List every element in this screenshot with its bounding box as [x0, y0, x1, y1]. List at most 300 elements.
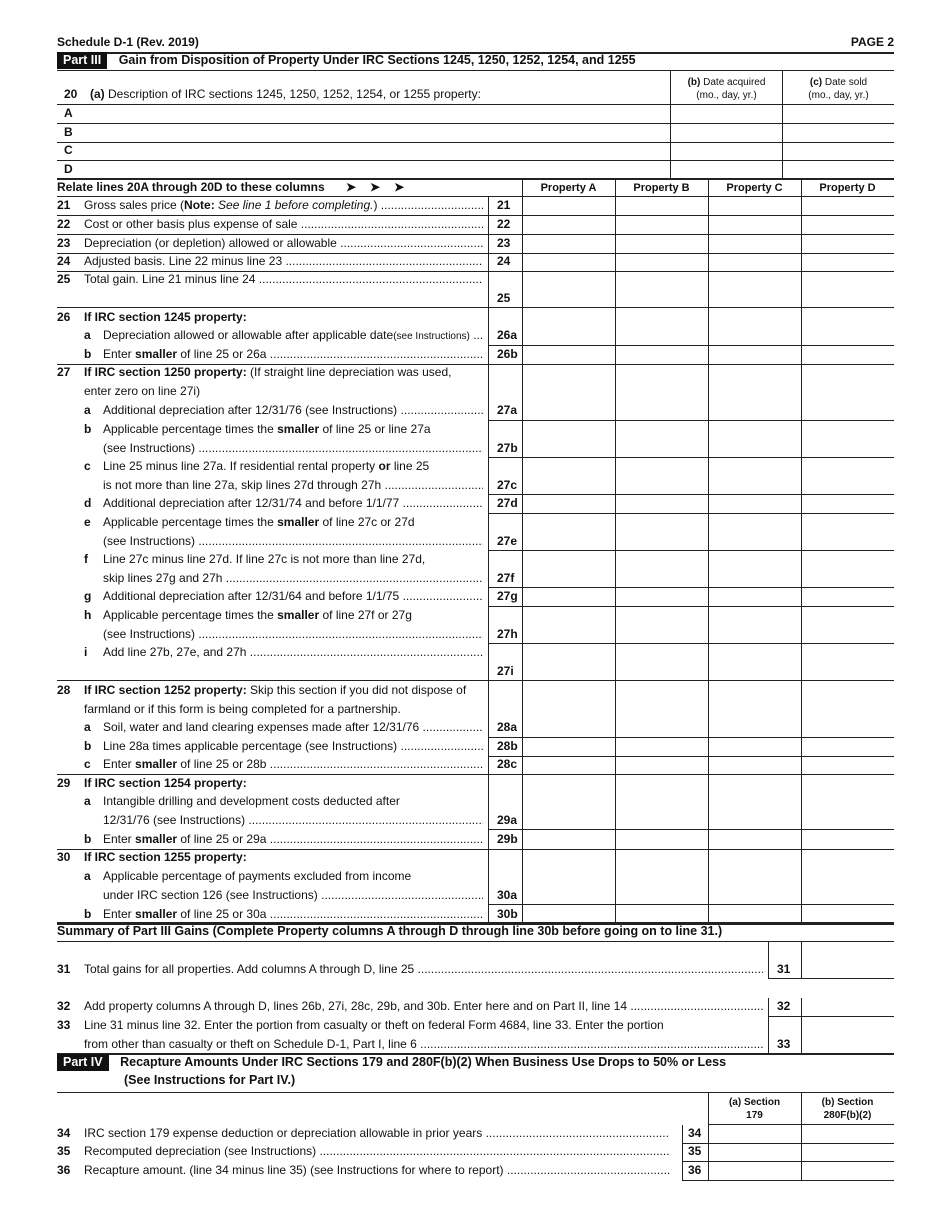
sub-line-letter: b [84, 347, 92, 361]
amount-field-property-b[interactable] [617, 198, 706, 214]
amount-field-property-d[interactable] [803, 254, 892, 270]
amount-field-property-b[interactable] [617, 459, 706, 493]
line-number: 27 [57, 365, 71, 379]
form-name: Schedule D-1 (Rev. 2019) [57, 35, 199, 49]
amount-field-property-c[interactable] [710, 552, 799, 586]
rule [488, 215, 894, 216]
part4-title-1: Recapture Amounts Under IRC Sections 179 and 280F(b)(2) When Business Use Drops to 50% or Less [120, 1055, 727, 1069]
amount-field-property-a[interactable] [524, 739, 613, 755]
amount-field-property-c[interactable] [710, 589, 799, 605]
amount-field-property-a[interactable] [524, 515, 613, 549]
rule [682, 1143, 683, 1161]
sub-line-letter: a [84, 403, 91, 417]
col-c-header [783, 76, 894, 102]
line-label: Intangible drilling and development costs deducted after [103, 794, 400, 808]
line-text [84, 1018, 763, 1032]
line-heading: If IRC section 1252 property: [84, 683, 247, 697]
amount-field-property-c[interactable] [710, 832, 799, 848]
line-heading: If IRC section 1250 property: [84, 365, 247, 379]
line-number: 32 [57, 999, 71, 1013]
rule [801, 1017, 802, 1053]
rule [488, 271, 894, 272]
line-text [84, 962, 763, 976]
amount-field-property-b[interactable] [617, 328, 706, 344]
line-label: Add property columns A through D, lines 26b, 27i, 28c, 29b, and 30b. Enter here and on Part II, line 14 [84, 999, 628, 1013]
line-label-cont: 12/31/76 (see Instructions) [103, 812, 246, 827]
line-box-label: 23 [497, 236, 511, 250]
property-column-a: Property A [540, 182, 597, 194]
line-label-cont: from other than casualty or theft on Schedule D-1, Part I, line 6 [84, 1036, 417, 1051]
amount-field-property-c[interactable] [710, 515, 799, 549]
rule [801, 197, 802, 922]
amount-field-property-d[interactable] [803, 459, 892, 493]
rule [488, 756, 894, 757]
line-box-label: 21 [497, 198, 511, 212]
rule [488, 904, 894, 905]
part4-amount-field-a[interactable] [710, 1144, 799, 1159]
rule [682, 1162, 683, 1180]
amount-field-property-b[interactable] [617, 496, 706, 512]
line-label: Line 27c minus line 27d. If line 27c is not more than line 27d, [103, 552, 426, 566]
line-text [84, 254, 483, 268]
amount-field-property-b[interactable] [617, 645, 706, 679]
amount-field-property-c[interactable] [710, 496, 799, 512]
line-20-a [90, 87, 481, 101]
line-label: Additional depreciation after 12/31/74 and before 1/1/77 [103, 496, 400, 510]
line-text [103, 403, 483, 417]
amount-field-property-a[interactable] [524, 254, 613, 270]
amount-field-property-b[interactable] [617, 254, 706, 270]
rule [708, 1093, 709, 1181]
amount-field-property-b[interactable] [617, 869, 706, 903]
rule [708, 1124, 894, 1125]
line-text [103, 589, 483, 603]
rule [768, 978, 894, 979]
amount-field-property-b[interactable] [617, 907, 706, 923]
line-heading: If IRC section 1255 property: [84, 850, 247, 864]
col-c-sub: (mo., day, yr.) [808, 90, 869, 101]
line-number: 26 [57, 310, 71, 324]
amount-field-property-a[interactable] [524, 794, 613, 828]
line-text [103, 739, 483, 753]
rule [682, 1161, 894, 1162]
line-text [84, 1163, 670, 1177]
line-label: Soil, water and land clearing expenses made after 12/31/76 [103, 720, 420, 734]
amount-field-property-c[interactable] [710, 608, 799, 642]
line-box-label: 27d [497, 496, 518, 510]
amount-field-property-c[interactable] [710, 907, 799, 923]
line-label: Additional depreciation after 12/31/64 and before 1/1/75 [103, 589, 400, 603]
line-label: Enter [103, 832, 136, 846]
part4-amount-field-a[interactable] [710, 1126, 799, 1141]
sub-line-letter: g [84, 589, 92, 603]
rule [801, 942, 802, 978]
amount-field-property-c[interactable] [710, 347, 799, 363]
amount-field-property-c[interactable] [710, 422, 799, 456]
amount-field-property-a[interactable] [524, 832, 613, 848]
amount-field-property-b[interactable] [617, 832, 706, 848]
amount-field-property-b[interactable] [617, 794, 706, 828]
amount-field-property-b[interactable] [617, 589, 706, 605]
amount-field-property-d[interactable] [803, 496, 892, 512]
part4-title-2: (See Instructions for Part IV.) [124, 1073, 296, 1087]
property-letter-d: D [64, 161, 73, 176]
part4-col-b-header [801, 1096, 894, 1122]
line-text [103, 422, 483, 436]
rule [488, 253, 894, 254]
line-text [103, 794, 483, 808]
sub-line-letter: b [84, 739, 92, 753]
part4-col-a-1: (a) Section [728, 1097, 781, 1108]
part4-tag: Part IV [57, 1054, 109, 1071]
line-box-label: 26a [497, 328, 518, 342]
line-box-label: 35 [688, 1144, 702, 1158]
rule [488, 643, 894, 644]
line-label: Gross sales price ( [84, 198, 185, 212]
property-column-c: Property C [726, 182, 783, 194]
line-box-label: 36 [688, 1163, 702, 1177]
line-label: Line 31 minus line 32. Enter the portion from casualty or theft on federal Form 4684, line 33. Enter the portion [84, 1018, 664, 1032]
line-box-label: 29a [497, 812, 518, 827]
rule [488, 307, 894, 308]
line-box-label: 27b [497, 440, 518, 455]
line-number: 31 [57, 962, 71, 976]
line-label: Additional depreciation after 12/31/76 (see Instructions) [103, 403, 398, 417]
rule [522, 197, 523, 922]
rule [801, 998, 802, 1016]
rule [488, 587, 894, 588]
amount-field-property-c[interactable] [710, 794, 799, 828]
line-label: Add line 27b, 27e, and 27h [103, 645, 247, 659]
amount-field-property-c[interactable] [710, 459, 799, 493]
rule [488, 737, 894, 738]
sub-line-letter: b [84, 832, 92, 846]
amount-field-property-c[interactable] [710, 198, 799, 214]
rule [488, 197, 489, 922]
line-text [103, 907, 483, 921]
line-tail: of line 25 or line 27a [319, 422, 431, 436]
amount-field-property-d[interactable] [803, 515, 892, 549]
property-description-input[interactable] [80, 105, 668, 122]
line-heading: If IRC section 1245 property: [84, 310, 247, 324]
line-text [103, 496, 483, 510]
rule [801, 1093, 802, 1181]
summary-title: Summary of Part III Gains (Complete Property columns A through D through line 30b before going on to line 31.) [57, 924, 723, 938]
amount-field-property-b[interactable] [617, 552, 706, 586]
amount-field-property-a[interactable] [524, 869, 613, 903]
part3-title-row [57, 53, 636, 67]
line-20-a-label: (a) [90, 87, 105, 101]
rule [57, 364, 488, 365]
amount-field-property-c[interactable] [710, 720, 799, 736]
amount-field-property-a[interactable] [524, 422, 613, 456]
line-20-num: 20 [64, 87, 78, 101]
line-box-label: 27f [497, 570, 515, 585]
line-text [84, 776, 483, 790]
rule [488, 420, 894, 421]
amount-field-property-d[interactable] [803, 757, 892, 773]
amount-field-property-c[interactable] [710, 739, 799, 755]
amount-field-property-a[interactable] [524, 757, 613, 773]
line-text [84, 365, 483, 379]
amount-field-property-a[interactable] [524, 272, 613, 306]
line-text-cont [103, 813, 483, 827]
amount-field-property-a[interactable] [524, 645, 613, 679]
amount-field-property-b[interactable] [617, 272, 706, 306]
part4-amount-field-b[interactable] [803, 1163, 892, 1178]
line-label-cont: (see Instructions) [103, 626, 196, 641]
line-text [84, 217, 483, 231]
line-text [84, 683, 483, 697]
col-b-text: Date acquired [703, 77, 766, 88]
property-column-d: Property D [819, 182, 876, 194]
line-label-cont: is not more than line 27a, skip lines 27d through 27h [103, 477, 382, 492]
amount-field-property-c[interactable] [710, 757, 799, 773]
line-tail: of line 25 or 30a [177, 907, 267, 921]
amount-field-property-d[interactable] [803, 739, 892, 755]
amount-field-property-d[interactable] [803, 328, 892, 344]
sub-line-letter: b [84, 907, 92, 921]
amount-field-property-d[interactable] [803, 645, 892, 679]
line-number: 21 [57, 198, 71, 212]
line-text [103, 515, 483, 529]
amount-field-property-b[interactable] [617, 720, 706, 736]
rule [615, 197, 616, 922]
sub-line-letter: a [84, 328, 91, 342]
line-label: Recapture amount. (line 34 minus line 35) (see Instructions for where to report) [84, 1163, 504, 1177]
amount-field-property-a[interactable] [524, 198, 613, 214]
line-note: (see Instructions) [393, 331, 470, 342]
sub-line-letter: f [84, 552, 88, 566]
amount-field-property-a[interactable] [524, 459, 613, 493]
amount-field-property-d[interactable] [803, 907, 892, 923]
property-letter-c: C [64, 143, 73, 157]
amount-field-property-b[interactable] [617, 608, 706, 642]
date-sold-input[interactable] [784, 105, 892, 122]
amount-field-property-b[interactable] [617, 757, 706, 773]
line-label-cont: under IRC section 126 (see Instructions) [103, 887, 318, 902]
amount-field-property-a[interactable] [524, 589, 613, 605]
amount-field-property-a[interactable] [524, 217, 613, 233]
col-b-sub: (mo., day, yr.) [696, 90, 757, 101]
amount-field-property-d[interactable] [803, 403, 892, 419]
amount-field-property-d[interactable] [803, 720, 892, 736]
summary-amount-field[interactable] [803, 1018, 892, 1052]
amount-field-property-a[interactable] [524, 496, 613, 512]
rule [488, 494, 894, 495]
amount-field-property-c[interactable] [710, 254, 799, 270]
rule [57, 215, 488, 216]
amount-field-property-b[interactable] [617, 739, 706, 755]
amount-field-property-d[interactable] [803, 552, 892, 586]
page-number: PAGE 2 [850, 35, 894, 49]
part4-amount-field-a[interactable] [710, 1163, 799, 1178]
property-letter-a: A [64, 106, 73, 120]
rule [768, 1016, 894, 1017]
amount-field-property-b[interactable] [617, 515, 706, 549]
line-box-label: 27h [497, 626, 518, 641]
line-number: 36 [57, 1163, 71, 1177]
amount-field-property-c[interactable] [710, 645, 799, 679]
line-box-label: 27c [497, 477, 518, 492]
property-description-input[interactable] [80, 124, 668, 141]
line-bold: Note: [184, 198, 215, 212]
rule [768, 998, 769, 1016]
line-box-label: 22 [497, 217, 511, 231]
summary-amount-field[interactable] [803, 999, 892, 1015]
col-b-header [671, 76, 782, 102]
amount-field-property-c[interactable] [710, 403, 799, 419]
amount-field-property-b[interactable] [617, 403, 706, 419]
part4-col-b-2: 280F(b)(2) [823, 1110, 872, 1121]
sub-line-letter: b [84, 422, 92, 436]
line-box-label: 28c [497, 757, 518, 771]
amount-field-property-a[interactable] [524, 552, 613, 586]
amount-field-property-d[interactable] [803, 608, 892, 642]
line-text [103, 832, 483, 846]
amount-field-property-d[interactable] [803, 832, 892, 848]
rule [488, 364, 894, 365]
line-text [84, 1126, 670, 1140]
line-box-label: 32 [777, 999, 791, 1013]
line-bold: smaller [277, 608, 320, 622]
line-bold: smaller [277, 515, 320, 529]
relate-text: Relate lines 20A through 20D to these columns [57, 180, 325, 194]
rule [57, 234, 488, 235]
line-label-cont: skip lines 27g and 27h [103, 570, 223, 585]
relate-label [57, 180, 418, 194]
amount-field-property-a[interactable] [524, 403, 613, 419]
line-box-label: 26b [497, 347, 518, 361]
amount-field-property-c[interactable] [710, 869, 799, 903]
amount-field-property-c[interactable] [710, 217, 799, 233]
rule [57, 271, 488, 272]
rule [57, 774, 488, 775]
line-tail: of line 27c or 27d [319, 515, 415, 529]
line-label-cont: (see Instructions) [103, 533, 196, 548]
date-acquired-input[interactable] [672, 124, 780, 141]
line-number: 22 [57, 217, 71, 231]
amount-field-property-a[interactable] [524, 328, 613, 344]
date-sold-input[interactable] [784, 161, 892, 178]
amount-field-property-c[interactable] [710, 236, 799, 252]
rule [57, 307, 488, 308]
rule [57, 849, 488, 850]
rule [488, 774, 894, 775]
rule [57, 253, 488, 254]
line-box-label: 34 [688, 1126, 702, 1140]
col-b-label: (b) [687, 77, 701, 88]
amount-field-property-a[interactable] [524, 720, 613, 736]
col-c-label: (c) [809, 77, 823, 88]
amount-field-property-d[interactable] [803, 589, 892, 605]
line-label: Applicable percentage times the [103, 608, 278, 622]
line-tail: line 25 [390, 459, 430, 473]
rule [682, 1180, 894, 1181]
date-acquired-input[interactable] [672, 105, 780, 122]
sub-line-letter: i [84, 645, 88, 659]
amount-field-property-b[interactable] [617, 236, 706, 252]
amount-field-property-d[interactable] [803, 347, 892, 363]
line-text [84, 310, 483, 324]
amount-field-property-a[interactable] [524, 608, 613, 642]
rule [488, 457, 894, 458]
line-text-cont [84, 384, 483, 398]
line-box-label: 24 [497, 254, 511, 268]
amount-field-property-d[interactable] [803, 198, 892, 214]
date-acquired-input[interactable] [672, 161, 780, 178]
amount-field-property-d[interactable] [803, 272, 892, 306]
amount-field-property-d[interactable] [803, 869, 892, 903]
line-tail: of line 25 or 28b [177, 757, 267, 771]
line-heading-rest: (If straight line depreciation was used, [246, 365, 452, 379]
line-box-label: 27e [497, 533, 518, 548]
line-text-cont [103, 534, 483, 548]
date-sold-input[interactable] [784, 124, 892, 141]
line-number: 35 [57, 1144, 71, 1158]
amount-field-property-b[interactable] [617, 347, 706, 363]
sub-line-letter: a [84, 794, 91, 808]
part4-col-a-header [708, 1096, 801, 1122]
rule [488, 606, 894, 607]
line-text-cont [103, 478, 483, 492]
amount-field-property-d[interactable] [803, 217, 892, 233]
rule [708, 197, 709, 922]
part4-col-a-2: 179 [746, 1110, 763, 1121]
amount-field-property-a[interactable] [524, 907, 613, 923]
line-heading: If IRC section 1254 property: [84, 776, 247, 790]
sub-line-letter: c [84, 459, 91, 473]
summary-amount-field[interactable] [803, 943, 892, 977]
amount-field-property-c[interactable] [710, 272, 799, 306]
sub-line-letter: c [84, 757, 91, 771]
line-bold: smaller [135, 907, 178, 921]
line-bold: smaller [135, 347, 178, 361]
amount-field-property-d[interactable] [803, 422, 892, 456]
property-description-input[interactable] [80, 161, 668, 178]
line-box-label: 27g [497, 589, 518, 603]
arrow-icons: ➤➤➤ [345, 180, 419, 194]
line-bold: smaller [135, 832, 178, 846]
sub-line-letter: h [84, 608, 92, 622]
line-label: Depreciation (or depletion) allowed or allowable [84, 236, 337, 250]
part4-amount-field-b[interactable] [803, 1126, 892, 1141]
date-acquired-input[interactable] [672, 142, 780, 159]
line-tail: ) [373, 198, 378, 212]
line-bold: smaller [135, 757, 178, 771]
part3-tag: Part III [57, 52, 107, 69]
line-text [103, 552, 483, 566]
part4-amount-field-b[interactable] [803, 1144, 892, 1159]
line-heading-rest: Skip this section if you did not dispose of [246, 683, 467, 697]
amount-field-property-a[interactable] [524, 347, 613, 363]
amount-field-property-b[interactable] [617, 422, 706, 456]
amount-field-property-c[interactable] [710, 328, 799, 344]
property-description-input[interactable] [80, 142, 668, 159]
amount-field-property-d[interactable] [803, 794, 892, 828]
date-sold-input[interactable] [784, 142, 892, 159]
rule [57, 196, 894, 197]
amount-field-property-a[interactable] [524, 236, 613, 252]
line-text-cont [103, 441, 483, 455]
line-box-label: 27a [497, 403, 518, 417]
sub-line-letter: d [84, 496, 92, 510]
rule [488, 829, 894, 830]
col-c-text: Date sold [824, 77, 868, 88]
amount-field-property-d[interactable] [803, 236, 892, 252]
amount-field-property-b[interactable] [617, 217, 706, 233]
line-box-label: 31 [777, 961, 791, 976]
